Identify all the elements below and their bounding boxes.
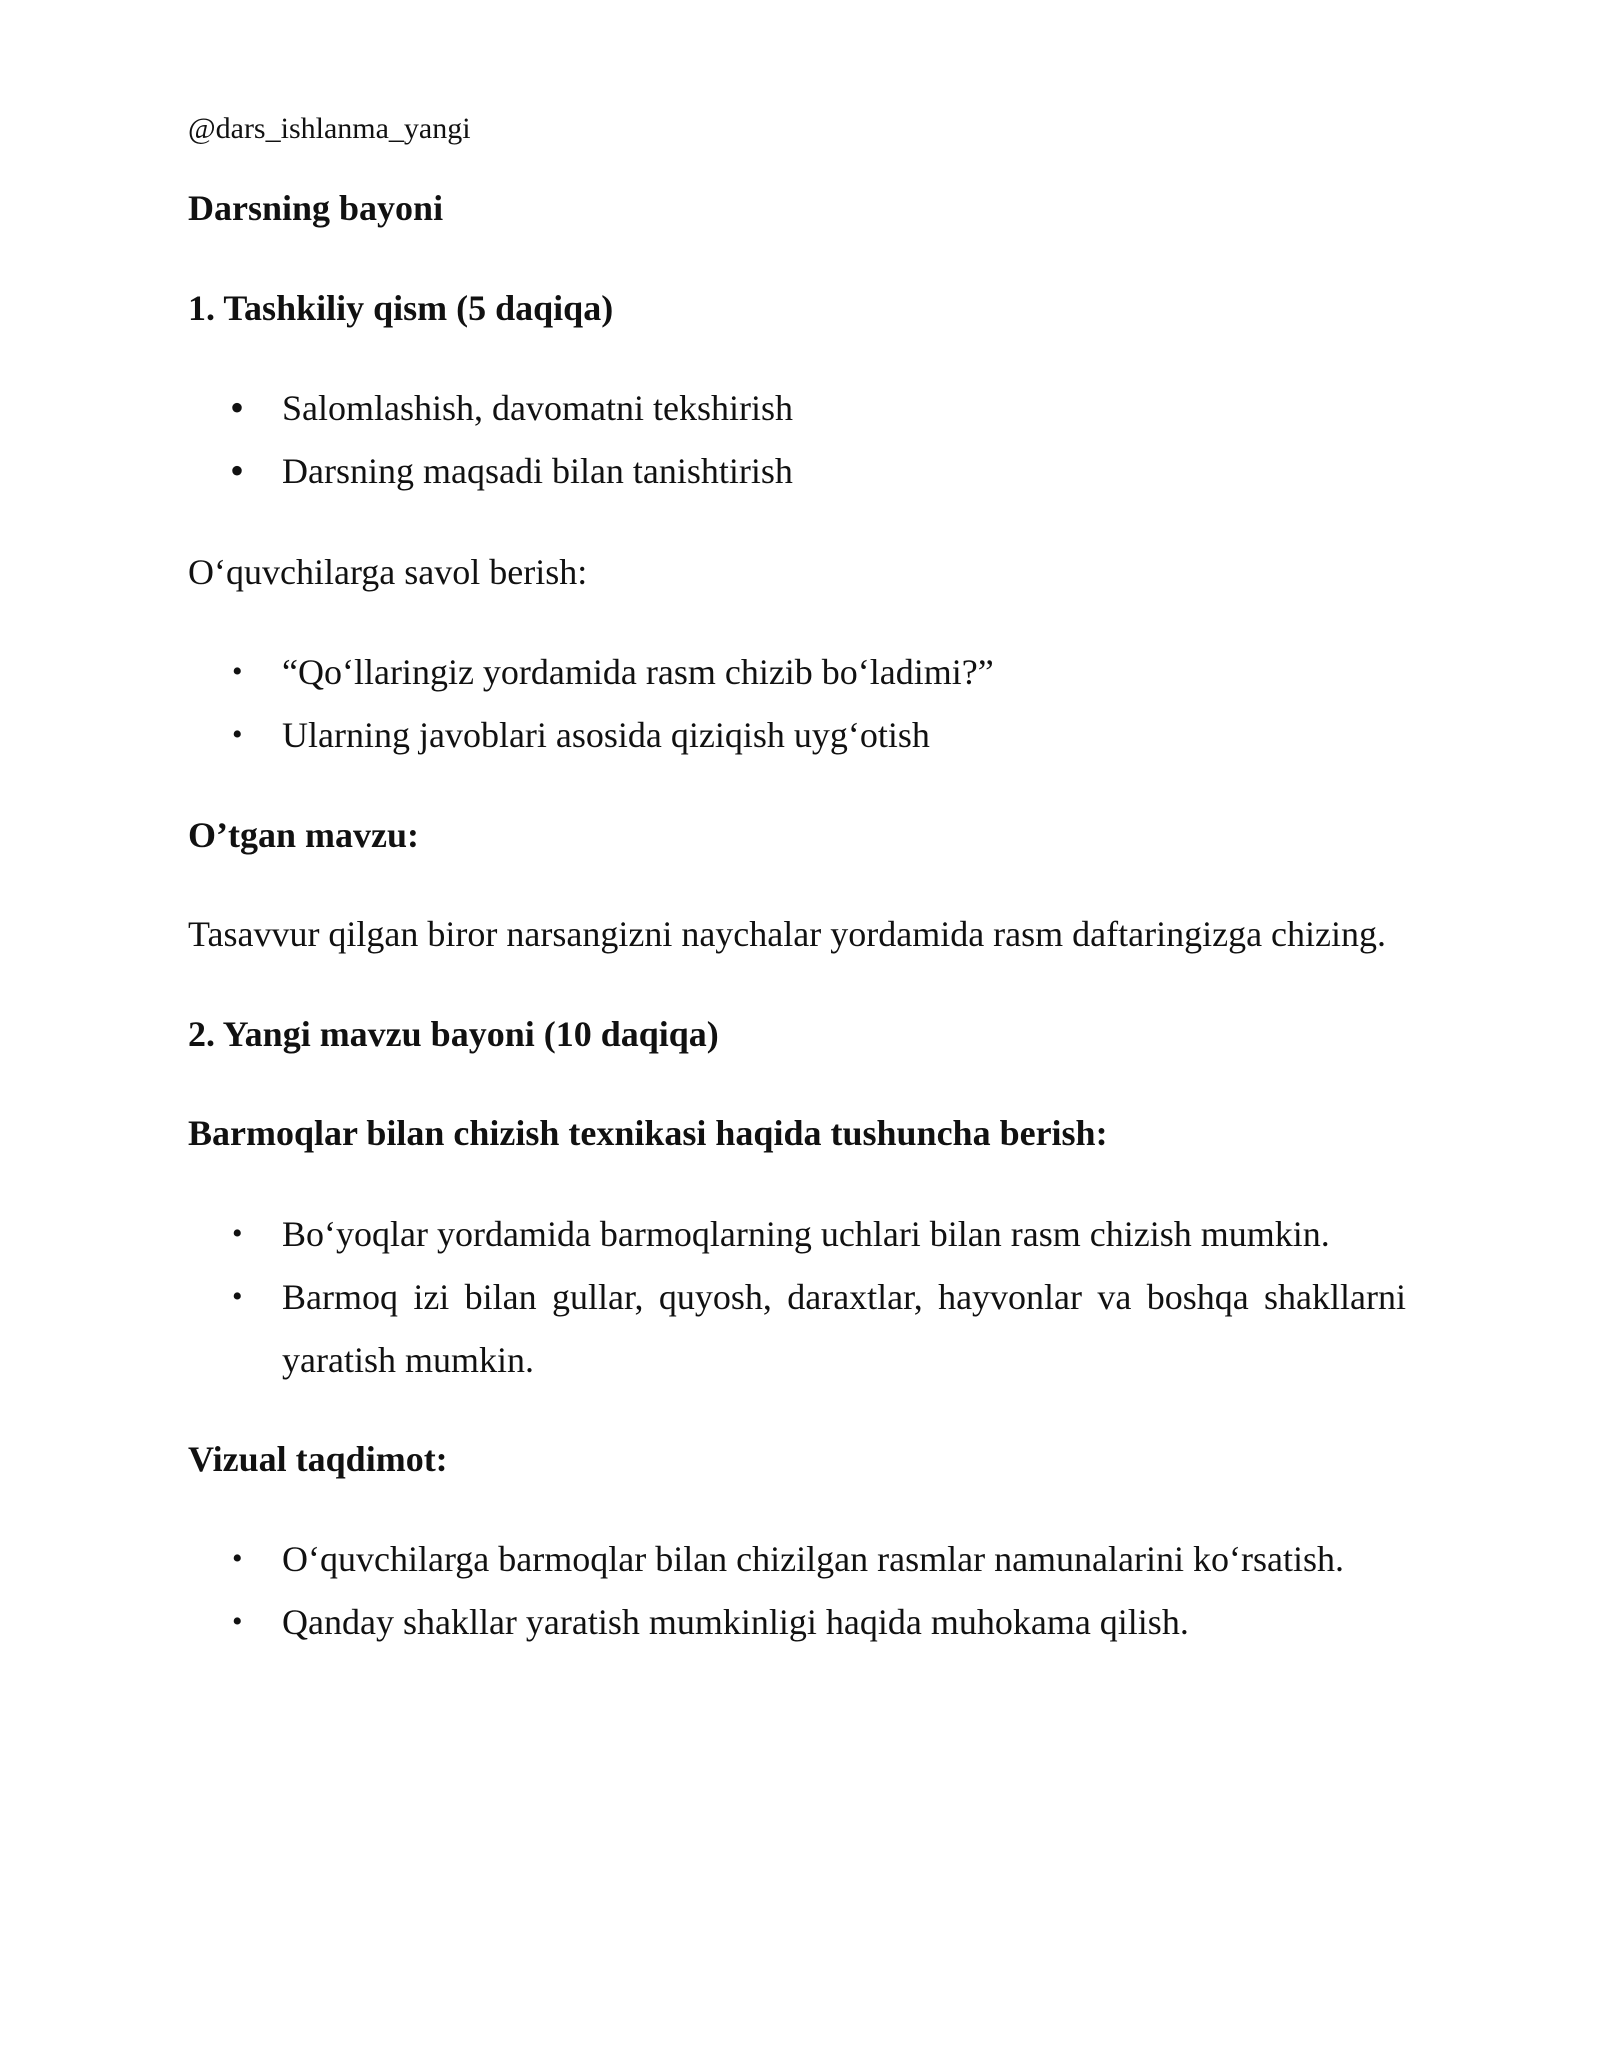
question-label: O‘quvchilarga savol berish: [188,552,588,592]
list-item: Salomlashish, davomatni tekshirish [282,388,793,428]
list-item-continuation: yaratish mumkin. [282,1340,534,1380]
bullet-icon: • [230,448,245,493]
list-item: Ularning javoblari asosida qiziqish uyg‘otish [282,715,930,755]
bullet-icon: • [230,385,245,430]
previous-topic-heading: O’tgan mavzu: [188,815,419,855]
bullet-icon: • [232,718,243,751]
bullet-icon: • [232,1217,243,1250]
section2-heading: 2. Yangi mavzu bayoni (10 daqiqa) [188,1014,719,1054]
bullet-icon: • [232,1605,243,1638]
previous-topic-text: Tasavvur qilgan biror narsangizni naychalar yordamida rasm daftaringizga chizing. [188,914,1387,954]
list-item: “Qo‘llaringiz yordamida rasm chizib bo‘ladimi?” [282,652,994,692]
section2-subheading: Barmoqlar bilan chizish texnikasi haqida tushuncha berish: [188,1113,1108,1153]
channel-handle: @dars_ishlanma_yangi [188,112,471,145]
list-item: Qanday shakllar yaratish mumkinligi haqida muhokama qilish. [282,1602,1189,1642]
bullet-icon: • [232,655,243,688]
bullet-icon: • [232,1280,243,1313]
list-item: Darsning maqsadi bilan tanishtirish [282,451,793,491]
section1-heading: 1. Tashkiliy qism (5 daqiqa) [188,288,614,328]
page-title: Darsning bayoni [188,188,444,228]
bullet-icon: • [232,1542,243,1575]
list-item: O‘quvchilarga barmoqlar bilan chizilgan rasmlar namunalarini ko‘rsatish. [282,1539,1344,1579]
list-item: Bo‘yoqlar yordamida barmoqlarning uchlari bilan rasm chizish mumkin. [282,1214,1330,1254]
list-item: Barmoq izi bilan gullar, quyosh, daraxtlar, hayvonlar va boshqa shakllarni [282,1277,1406,1317]
visual-heading: Vizual taqdimot: [188,1439,448,1479]
